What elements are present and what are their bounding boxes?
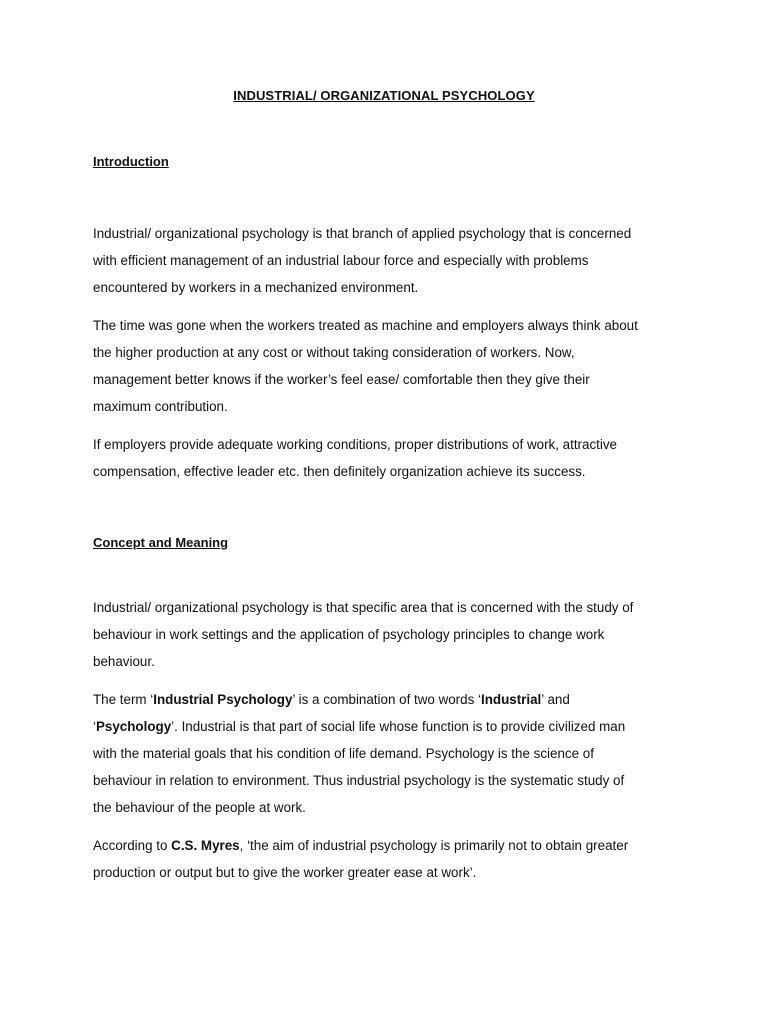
paragraph (93, 594, 683, 675)
text-line: management better knows if the worker’s feel ease/ comfortable then they give their (93, 372, 590, 387)
text-run: ‘ (93, 719, 96, 734)
paragraph (93, 686, 683, 821)
bold-term: Industrial (480, 692, 542, 707)
text-line: maximum contribution. (93, 399, 228, 414)
document-title: INDUSTRIAL/ ORGANIZATIONAL PSYCHOLOGY (233, 88, 535, 103)
text-line: Industrial/ organizational psychology is that specific area that is concerned with the study of (93, 600, 634, 615)
text-run: , ‘the aim of industrial psychology is primarily not to obtain greater (239, 838, 629, 853)
bold-term: Psychology (95, 719, 172, 734)
text-line: behaviour in relation to environment. Thus industrial psychology is the systematic study of (93, 773, 625, 788)
text-run: The term ‘ (93, 692, 154, 707)
text-line: production or output but to give the worker greater ease at work’. (93, 865, 477, 880)
text-line: the higher production at any cost or without taking consideration of workers. Now, (93, 345, 575, 360)
author-name: C.S. Myres (171, 838, 240, 853)
text-line (93, 713, 683, 740)
text-run: ’ is a combination of two words ‘ (292, 692, 481, 707)
section-heading-introduction: Introduction (93, 154, 169, 169)
paragraph (93, 832, 683, 886)
text-line: behaviour in work settings and the application of psychology principles to change work (93, 627, 605, 642)
section-heading-concept-and-meaning: Concept and Meaning (93, 535, 229, 550)
text-run: ’ and (541, 692, 570, 707)
text-line: compensation, effective leader etc. then definitely organization achieve its success. (93, 464, 586, 479)
text-line: If employers provide adequate working conditions, proper distributions of work, attractive (93, 437, 617, 452)
text-line: Industrial/ organizational psychology is that branch of applied psychology that is concerned (93, 226, 632, 241)
bold-term: Industrial Psychology (153, 692, 293, 707)
text-line: the behaviour of the people at work. (93, 800, 306, 815)
text-line: with efficient management of an industrial labour force and especially with problems (93, 253, 589, 268)
text-line (93, 832, 683, 859)
text-line: The time was gone when the workers treated as machine and employers always think about (93, 318, 638, 333)
text-run: According to (93, 838, 172, 853)
text-line (93, 686, 683, 713)
text-line: with the material goals that his condition of life demand. Psychology is the science of (93, 746, 594, 761)
text-line: encountered by workers in a mechanized environment. (93, 280, 419, 295)
text-line: behaviour. (93, 654, 155, 669)
paragraph (93, 220, 683, 301)
text-run: ’. Industrial is that part of social life whose function is to provide civilized man (171, 719, 626, 734)
paragraph (93, 431, 683, 485)
paragraph (93, 312, 683, 420)
